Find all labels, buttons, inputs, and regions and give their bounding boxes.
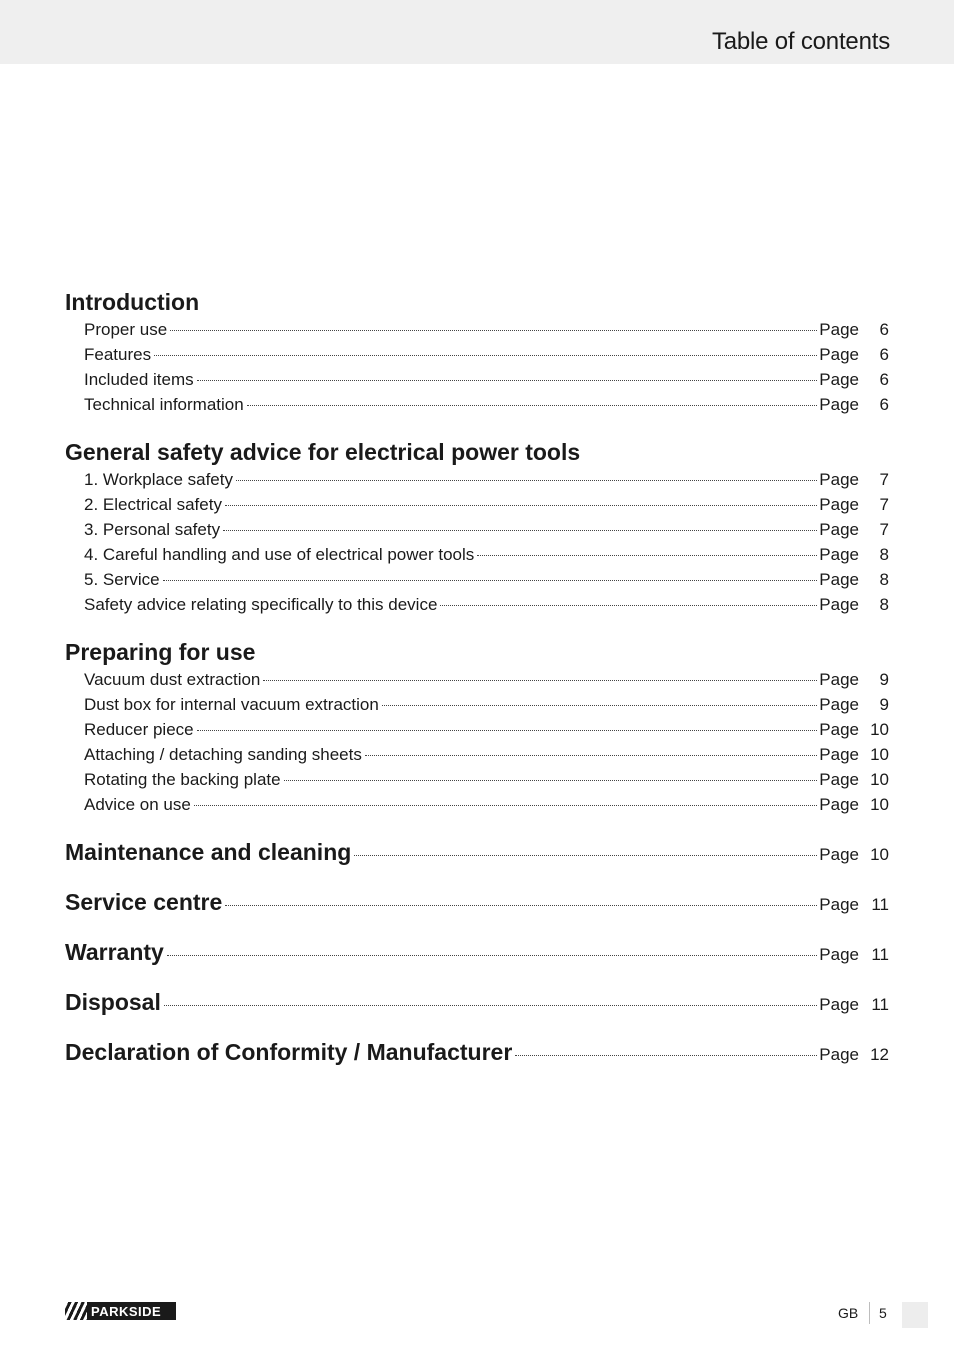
dot-leader (225, 905, 817, 906)
page-word: Page (819, 545, 859, 564)
table-of-contents (65, 287, 889, 1067)
page-word: Page (819, 320, 859, 339)
dot-leader (365, 755, 817, 756)
section-heading[interactable]: Preparing for use (65, 639, 256, 665)
toc-entry-label: Safety advice relating specifically to this device (84, 595, 438, 614)
toc-entry-label: Included items (84, 370, 194, 389)
page-reference (819, 692, 889, 717)
page-number: 6 (879, 370, 889, 389)
page-reference (819, 940, 889, 970)
page-word: Page (819, 995, 859, 1014)
dot-leader (515, 1055, 817, 1056)
page-number: 6 (879, 345, 889, 364)
toc-section (65, 437, 889, 617)
header-bar (0, 0, 954, 64)
section-entries (65, 467, 889, 617)
toc-entry-label: Reducer piece (84, 720, 194, 739)
page-reference (819, 717, 889, 742)
dot-leader (225, 505, 817, 506)
footer-language: GB (838, 1305, 859, 1321)
dot-leader (236, 480, 817, 481)
toc-major-entries (65, 837, 889, 1067)
section-spacer (65, 917, 889, 937)
toc-entry-label: 5. Service (84, 570, 160, 589)
page-number: 11 (871, 945, 889, 964)
page-title: Table of contents (711, 28, 890, 55)
page-number: 12 (870, 1045, 889, 1064)
page-word: Page (819, 945, 859, 964)
page-word: Page (819, 470, 859, 489)
page-number: 7 (879, 520, 889, 539)
toc-entry[interactable] (65, 717, 889, 742)
page-number: 8 (879, 545, 889, 564)
toc-major-entry[interactable] (65, 987, 889, 1017)
page-word: Page (819, 1045, 859, 1064)
page-reference (819, 1040, 889, 1070)
dot-leader (154, 355, 817, 356)
toc-entry-label: Dust box for internal vacuum extraction (84, 695, 379, 714)
section-heading[interactable]: General safety advice for electrical power tools (65, 439, 581, 465)
section-spacer (65, 1017, 889, 1037)
page-number: 9 (879, 695, 889, 714)
toc-entry-label: Advice on use (84, 795, 191, 814)
dot-leader (247, 405, 818, 406)
toc-major-entry[interactable] (65, 1037, 889, 1067)
section-spacer (65, 867, 889, 887)
page-number: 9 (879, 670, 889, 689)
page-word: Page (819, 395, 859, 414)
toc-entry-label: 2. Electrical safety (84, 495, 222, 514)
page-word: Page (819, 495, 859, 514)
dot-leader (163, 580, 818, 581)
page-word: Page (819, 795, 859, 814)
toc-entry-label: Maintenance and cleaning (65, 839, 352, 865)
toc-entry-label: 4. Careful handling and use of electrical power tools (84, 545, 475, 564)
toc-entry[interactable] (65, 542, 889, 567)
toc-entry[interactable] (65, 567, 889, 592)
page-number: 6 (879, 395, 889, 414)
page-number: 8 (879, 595, 889, 614)
toc-major-entry[interactable] (65, 837, 889, 867)
toc-entry[interactable] (65, 317, 889, 342)
toc-section (65, 287, 889, 417)
dot-leader (440, 605, 817, 606)
section-spacer (65, 417, 889, 437)
page-number: 10 (870, 845, 889, 864)
page-reference (819, 767, 889, 792)
dot-leader (284, 780, 818, 781)
page-number: 6 (879, 320, 889, 339)
toc-entry-label: 1. Workplace safety (84, 470, 233, 489)
toc-entry-label: Technical information (84, 395, 244, 414)
dot-leader (194, 805, 818, 806)
page-reference (819, 792, 889, 817)
brand-name: PARKSIDE (91, 1303, 162, 1319)
dot-leader (167, 955, 817, 956)
dot-leader (354, 855, 817, 856)
toc-entry[interactable] (65, 517, 889, 542)
page-word: Page (819, 845, 859, 864)
page-reference (819, 542, 889, 567)
dot-leader (164, 1005, 817, 1006)
page-reference (819, 517, 889, 542)
toc-entry[interactable] (65, 392, 889, 417)
section-entries (65, 317, 889, 417)
page-reference (819, 742, 889, 767)
dot-leader (382, 705, 817, 706)
toc-entry[interactable] (65, 792, 889, 817)
section-spacer (65, 617, 889, 637)
page-word: Page (819, 520, 859, 539)
dot-leader (170, 330, 817, 331)
dot-leader (263, 680, 817, 681)
page-word: Page (819, 370, 859, 389)
page-reference (819, 667, 889, 692)
dot-leader (197, 730, 818, 731)
page-word: Page (819, 345, 859, 364)
toc-entry[interactable] (65, 667, 889, 692)
toc-entry[interactable] (65, 367, 889, 392)
page-word: Page (819, 570, 859, 589)
page-word: Page (819, 770, 859, 789)
section-entries (65, 667, 889, 817)
toc-entry-label: Rotating the backing plate (84, 770, 281, 789)
toc-entry-label: Attaching / detaching sanding sheets (84, 745, 362, 764)
toc-entry[interactable] (65, 692, 889, 717)
toc-entry-label: Service centre (65, 889, 223, 915)
page-number: 10 (870, 770, 889, 789)
page-word: Page (819, 695, 859, 714)
page-word: Page (819, 720, 859, 739)
section-spacer (65, 967, 889, 987)
toc-entry-label: 3. Personal safety (84, 520, 221, 539)
page-reference (819, 567, 889, 592)
page-reference (819, 592, 889, 617)
toc-entry[interactable] (65, 742, 889, 767)
page-reference (819, 467, 889, 492)
page-number: 11 (871, 995, 889, 1014)
footer-tab-marker (902, 1302, 928, 1328)
toc-section (65, 637, 889, 817)
toc-entry[interactable] (65, 492, 889, 517)
toc-entry[interactable] (65, 342, 889, 367)
page-reference (819, 990, 889, 1020)
page-word: Page (819, 745, 859, 764)
section-heading[interactable]: Introduction (65, 289, 200, 315)
toc-major-entry[interactable] (65, 937, 889, 967)
page-number: 10 (870, 795, 889, 814)
page-number: 10 (870, 720, 889, 739)
toc-entry-label: Declaration of Conformity / Manufacturer (65, 1039, 513, 1065)
page-reference (819, 840, 889, 870)
toc-sections (65, 287, 889, 837)
toc-entry[interactable] (65, 592, 889, 617)
dot-leader (223, 530, 817, 531)
toc-entry-label: Disposal (65, 989, 161, 1015)
page-word: Page (819, 670, 859, 689)
section-spacer (65, 817, 889, 837)
page-reference (819, 367, 889, 392)
page-number: 11 (871, 895, 889, 914)
page-number: 7 (879, 470, 889, 489)
page-reference (819, 890, 889, 920)
toc-entry-label: Warranty (65, 939, 164, 965)
parkside-logo (65, 1302, 176, 1320)
footer-divider (869, 1302, 870, 1324)
page-number: 8 (879, 570, 889, 589)
toc-entry-label: Proper use (84, 320, 168, 339)
toc-entry-label: Features (84, 345, 152, 364)
page-word: Page (819, 895, 859, 914)
page-number: 7 (879, 495, 889, 514)
toc-major-entry[interactable] (65, 887, 889, 917)
page-number: 10 (870, 745, 889, 764)
page-reference (819, 317, 889, 342)
toc-entry[interactable] (65, 767, 889, 792)
toc-entry[interactable] (65, 467, 889, 492)
page-reference (819, 342, 889, 367)
dot-leader (197, 380, 818, 381)
footer-page-number: 5 (879, 1305, 887, 1321)
toc-entry-label: Vacuum dust extraction (84, 670, 261, 689)
page-reference (819, 392, 889, 417)
logo-stripes-icon (65, 1302, 87, 1320)
page-word: Page (819, 595, 859, 614)
dot-leader (477, 555, 817, 556)
page-reference (819, 492, 889, 517)
